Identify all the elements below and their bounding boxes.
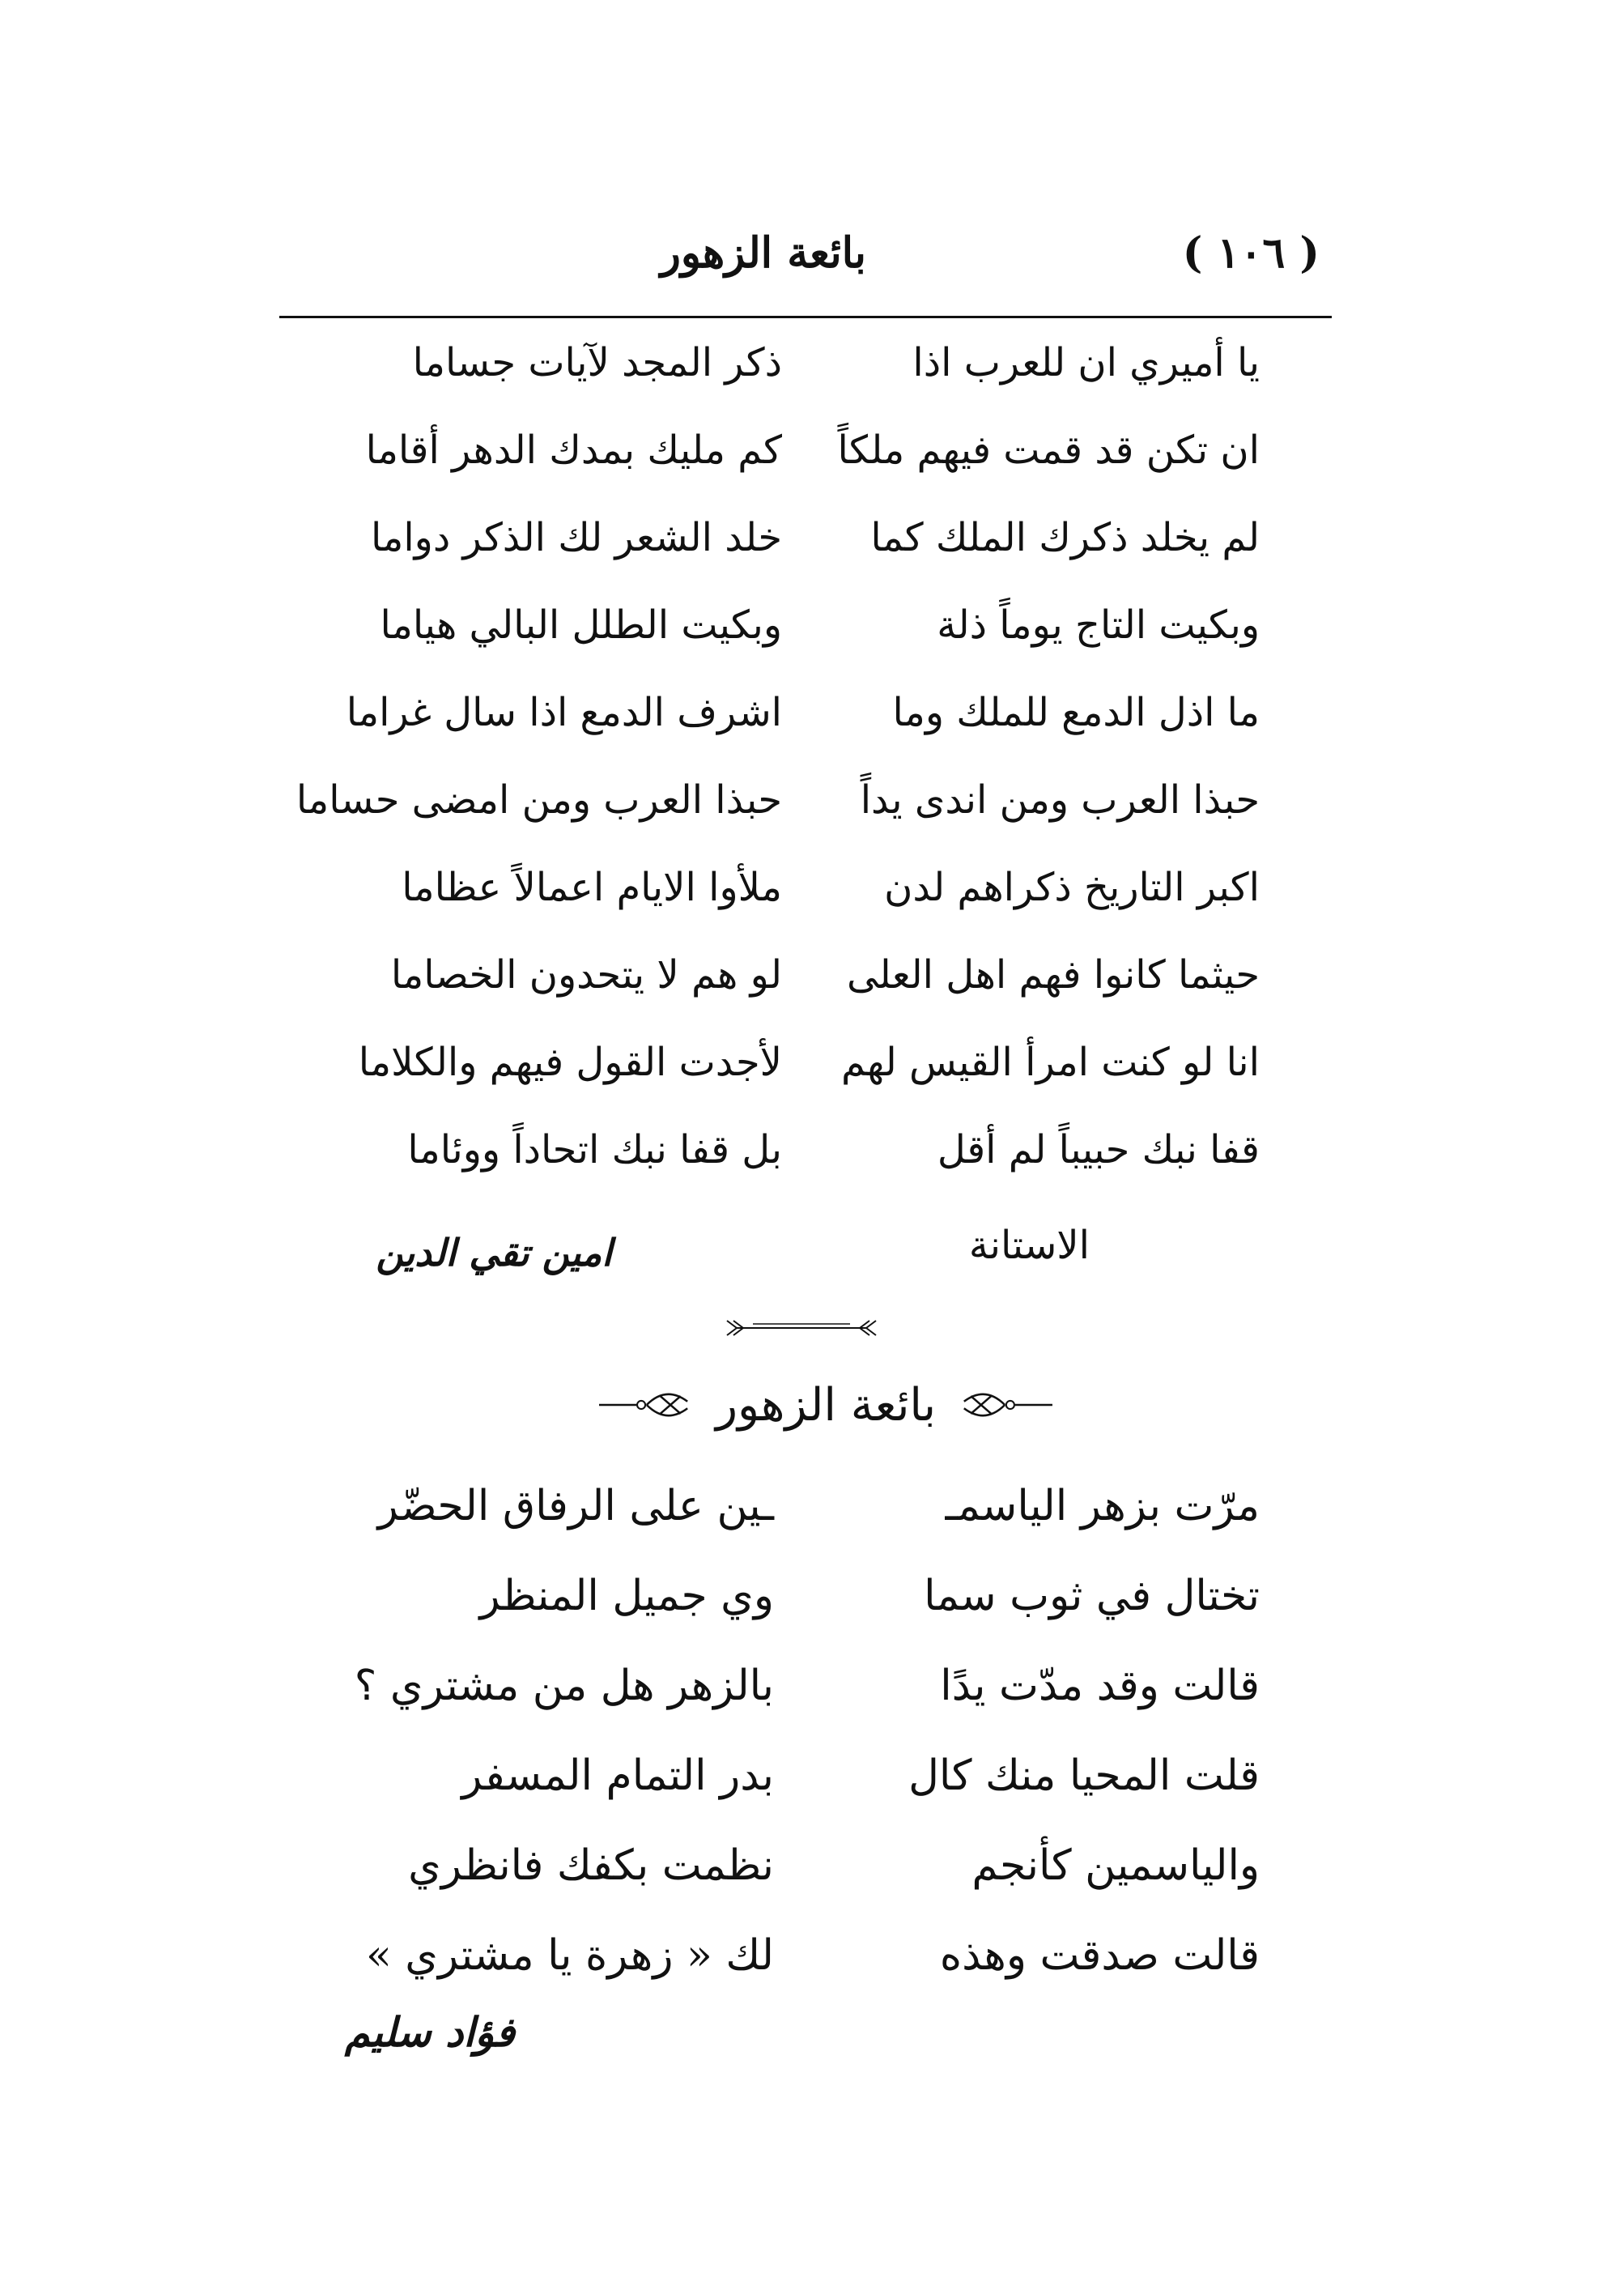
running-title: بائعة الزهور [660, 228, 866, 278]
divider-ornament [721, 1316, 882, 1340]
second-hemistich: اشرف الدمع اذا سال غراما [346, 690, 782, 735]
second-hemistich: وبكيت الطلل البالي هياما [380, 602, 782, 648]
second-hemistich: ذكر المجد لآيات جساما [412, 340, 782, 385]
first-hemistich: يا أميري ان للعرب اذا [912, 340, 1260, 385]
second-hemistich: ملأوا الايام اعمالاً عظاما [402, 865, 782, 910]
first-hemistich: مرّت بزهر الياسمـ [945, 1482, 1260, 1530]
poem-2-signature: فؤاد سليم [344, 2008, 515, 2056]
first-hemistich: حبذا العرب ومن اندى يداً [860, 777, 1260, 823]
header-rule [279, 316, 1332, 318]
first-hemistich: انا لو كنت امرأ القيس لهم [841, 1040, 1260, 1085]
poem-2-heading [599, 1368, 1052, 1441]
first-hemistich: لم يخلد ذكرك الملك كما [870, 515, 1260, 560]
page-header [283, 228, 1320, 301]
poem-1-signature: امين تقي الدين [376, 1231, 612, 1275]
second-hemistich: حبذا العرب ومن امضى حساما [295, 777, 782, 823]
first-hemistich: قلت المحيا منك كال [908, 1751, 1260, 1800]
left-flourish-icon [599, 1385, 701, 1425]
first-hemistich: ما اذل الدمع للملك وما [892, 690, 1260, 735]
first-hemistich: وبكيت التاج يوماً ذلة [937, 602, 1260, 648]
poem-2-title: بائعة الزهور [715, 1378, 937, 1432]
first-hemistich: والياسمين كأنجم [971, 1841, 1260, 1890]
second-hemistich: لو هم لا يتحدون الخصاما [390, 952, 782, 998]
second-hemistich: نظمت بكفك فانظري [408, 1841, 774, 1890]
second-hemistich: بدر التمام المسفر [461, 1751, 774, 1800]
second-hemistich: وي جميل المنظر [479, 1572, 774, 1620]
second-hemistich: كم مليك بمدك الدهر أقاما [365, 428, 782, 473]
first-hemistich: حيثما كانوا فهم اهل العلى [846, 952, 1260, 998]
first-hemistich: قالت وقد مدّت يدًا [940, 1662, 1260, 1710]
place-name: الاستانة [968, 1223, 1090, 1268]
right-flourish-icon [950, 1385, 1052, 1425]
first-hemistich: تختال في ثوب سما [924, 1572, 1260, 1620]
second-hemistich: لك « زهرة يا مشتري » [365, 1931, 774, 1980]
second-hemistich: ـين على الرفاق الحضّر [377, 1482, 774, 1530]
second-hemistich: بل قفا نبك اتحاداً ووئاما [407, 1127, 782, 1173]
first-hemistich: ان تكن قد قمت فيهم ملكاً [837, 428, 1260, 473]
first-hemistich: قفا نبك حبيباً لم أقل [937, 1127, 1260, 1173]
first-hemistich: اكبر التاريخ ذكراهم لدن [884, 865, 1260, 910]
page-number: ( ١٠٦ ) [1182, 228, 1320, 278]
second-hemistich: بالزهر هل من مشتري ؟ [354, 1662, 774, 1710]
second-hemistich: لأجدت القول فيهم والكلاما [358, 1040, 782, 1085]
first-hemistich: قالت صدقت وهذه [939, 1931, 1260, 1980]
second-hemistich: خلد الشعر لك الذكر دواما [370, 515, 782, 560]
